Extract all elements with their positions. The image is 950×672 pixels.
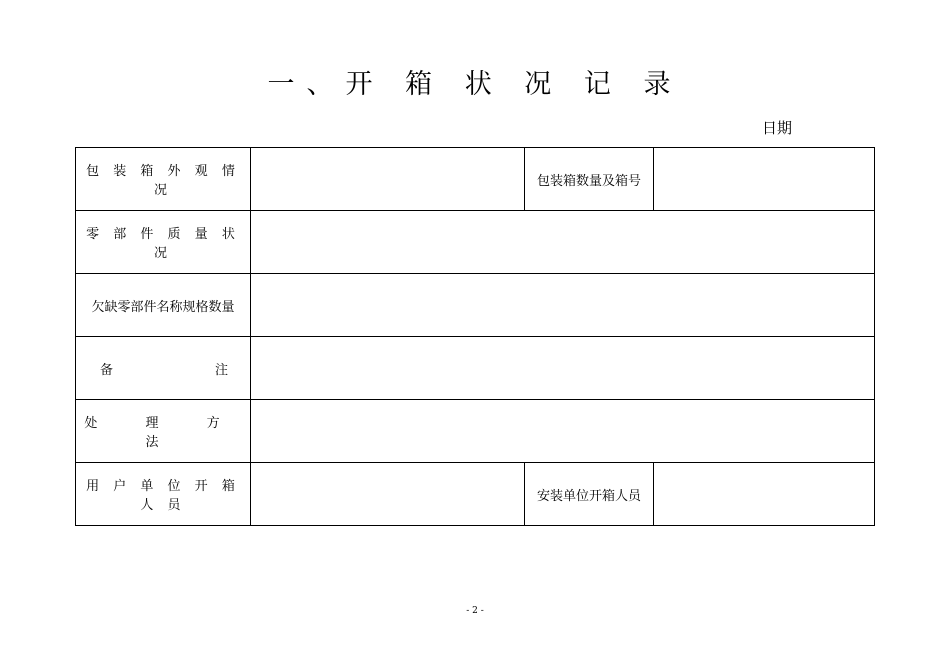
missing-parts-field[interactable] [251,274,875,337]
page-title: 一、开 箱 状 况 记 录 [267,69,683,100]
user-staff-label: 用 户 单 位 开 箱 人 员 [76,463,251,526]
appearance-field[interactable] [251,148,525,211]
date-label: 日期 [762,119,793,137]
box-qty-field[interactable] [654,148,875,211]
unpacking-record-table [75,147,875,526]
parts-quality-field[interactable] [251,211,875,274]
remarks-label-right: 注 [214,362,228,378]
user-staff-field[interactable] [251,463,525,526]
install-staff-field[interactable] [654,463,875,526]
parts-quality-label: 零 部 件 质 量 状 况 [76,211,251,274]
remarks-label-left: 备 [100,362,114,378]
page-number: - 2 - [466,606,484,616]
handling-label: 处 理 方 法 [76,400,251,463]
remarks-field[interactable] [251,337,875,400]
missing-parts-label: 欠缺零部件名称规格数量 [76,274,251,337]
remarks-label [76,337,251,400]
handling-field[interactable] [251,400,875,463]
appearance-label: 包 装 箱 外 观 情 况 [76,148,251,211]
box-qty-label: 包装箱数量及箱号 [525,148,654,211]
install-staff-label: 安装单位开箱人员 [525,463,654,526]
